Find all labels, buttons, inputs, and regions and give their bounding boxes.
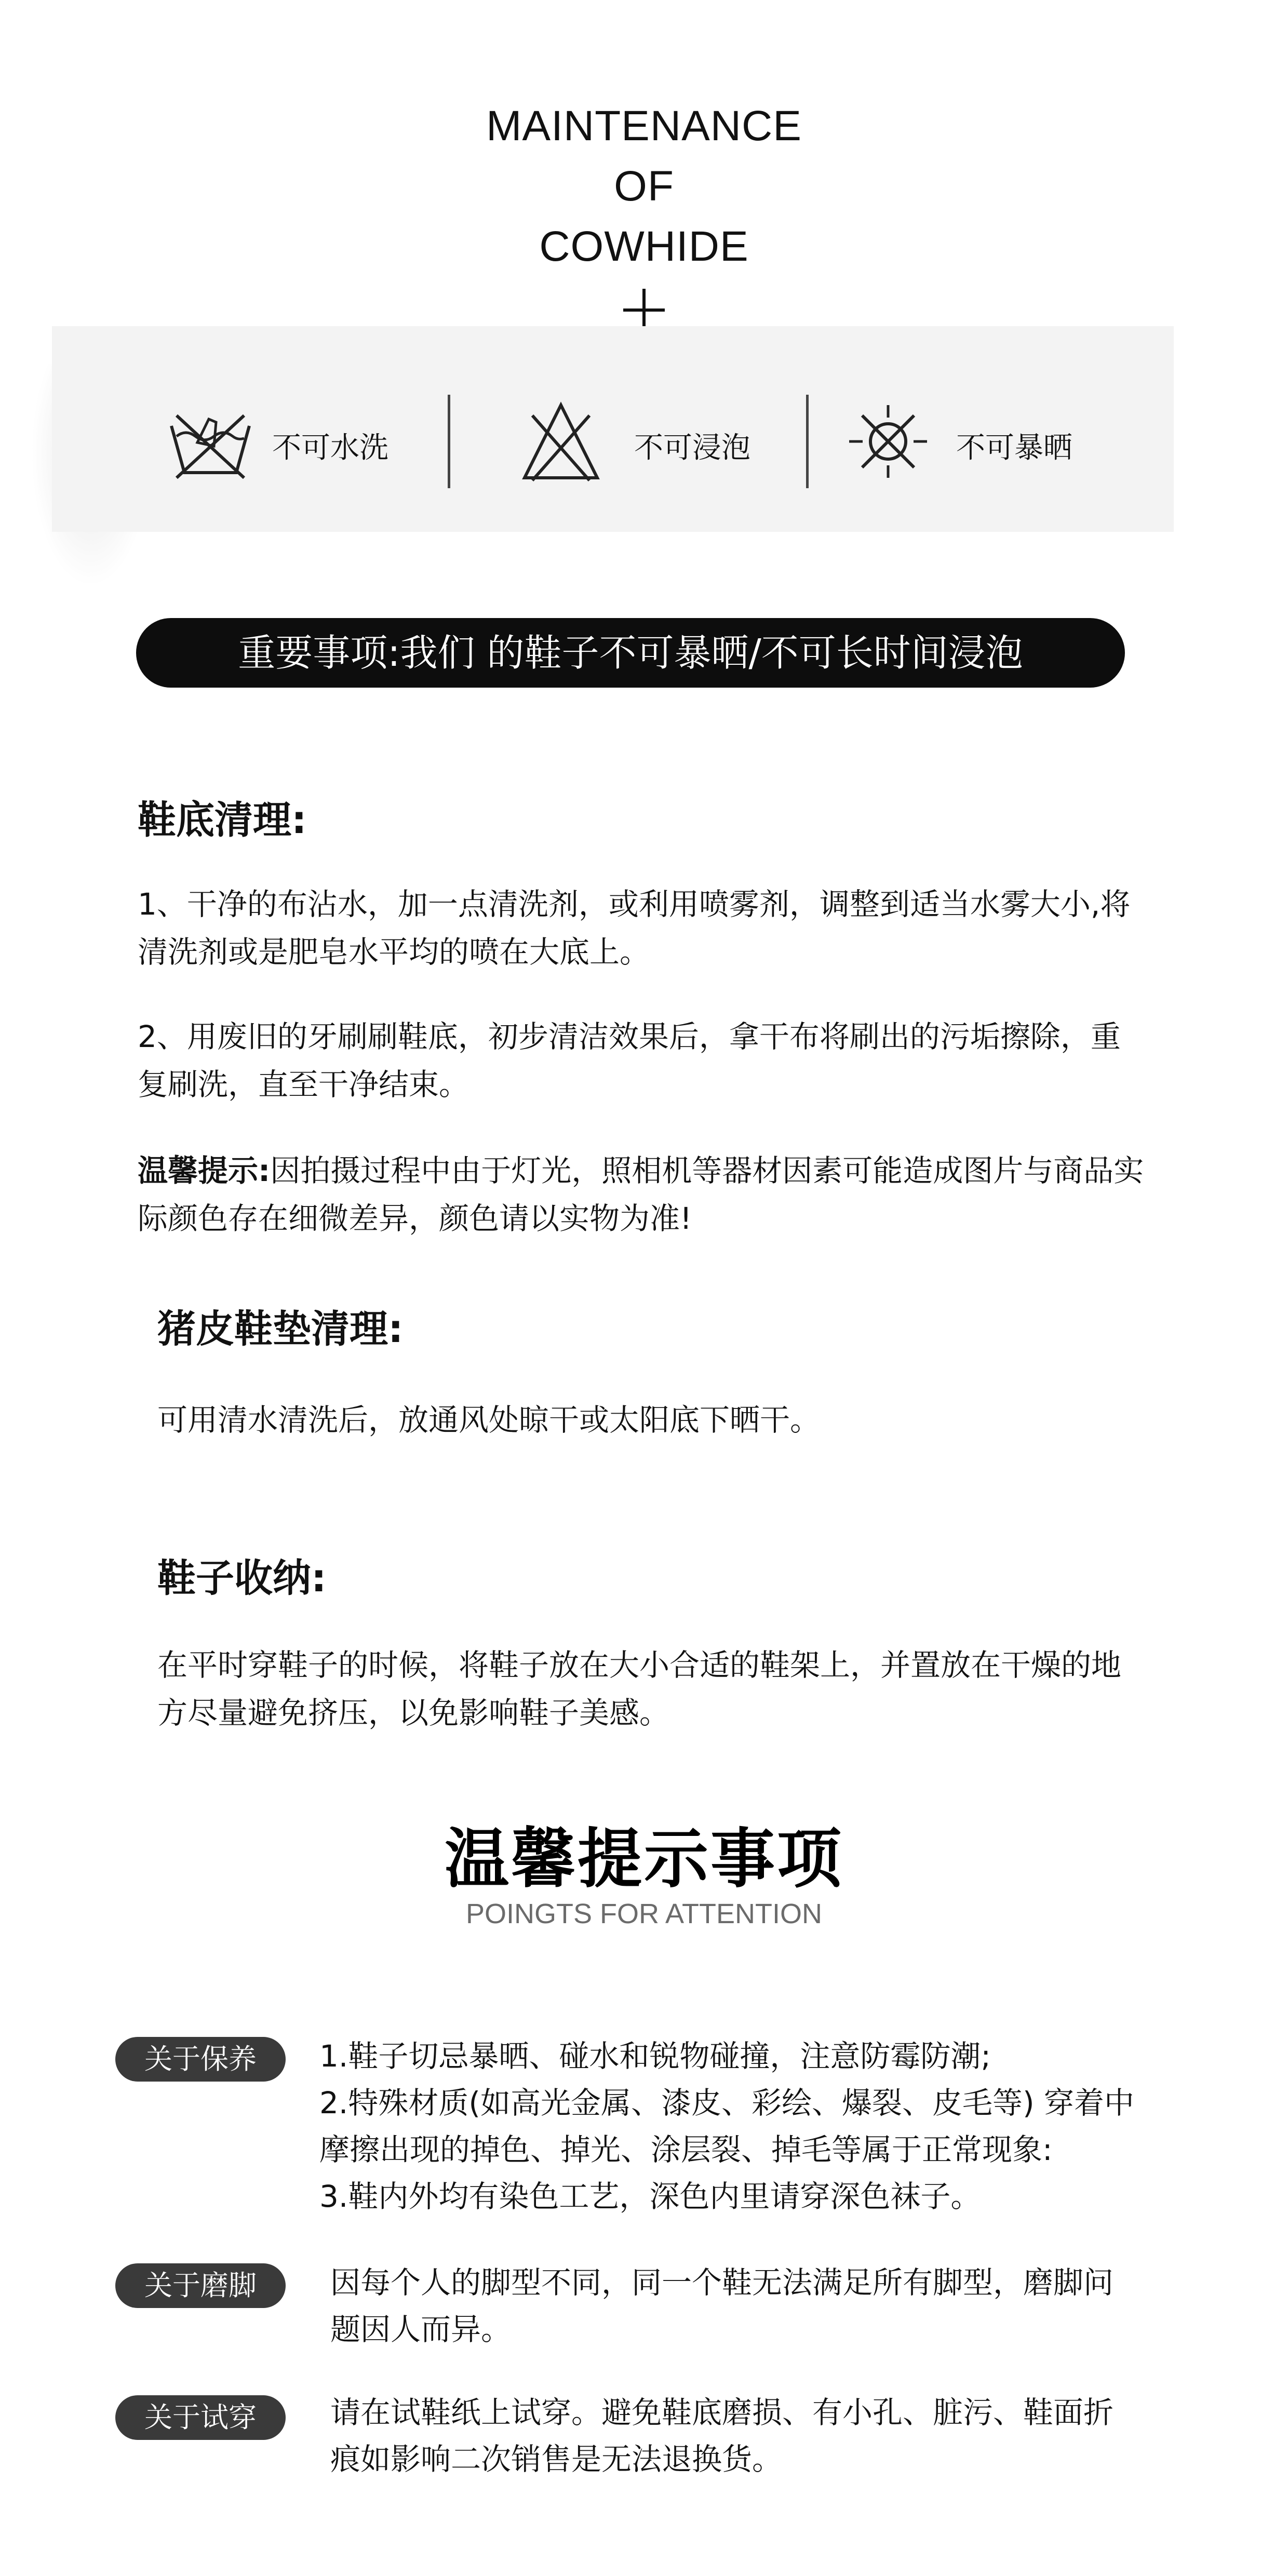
text-line: 方尽量避免挤压，以免影响鞋子美感。	[157, 1695, 670, 1730]
text-line: 因每个人的脚型不同，同一个鞋无法满足所有脚型，磨脚问	[330, 2265, 1114, 2300]
text-line: 题因人而异。	[330, 2312, 512, 2347]
notice-banner: 重要事项:我们 的鞋子不可暴晒/不可长时间浸泡	[136, 618, 1125, 688]
care-label-no-washing: 不可水洗	[272, 431, 388, 465]
title-line-3: COWHIDE	[539, 223, 749, 270]
text-line: 1.鞋子切忌暴晒、碰水和锐物碰撞，注意防霉防潮;	[319, 2038, 991, 2074]
text-line: 复刷洗，直至干净结束。	[138, 1067, 469, 1102]
text-line: 痕如影响二次销售是无法退换货。	[330, 2441, 783, 2477]
text-line: 1、干净的布沾水，加一点清洗剂，或利用喷雾剂，调整到适当水雾大小,将	[138, 887, 1131, 922]
storage-heading: 鞋子收纳:	[157, 1556, 327, 1601]
no-sun-exposure-icon	[839, 395, 937, 488]
sole-step-1	[138, 880, 1130, 976]
text-line: 摩擦出现的掉色、掉光、涂层裂、掉毛等属于正常现象:	[319, 2132, 1053, 2167]
tips-subtitle: POINGTS FOR ATTENTION	[465, 1898, 823, 1929]
divider	[806, 395, 809, 488]
text-line: 3.鞋内外均有染色工艺，深色内里请穿深色袜子。	[319, 2179, 981, 2214]
text-line: 因拍摄过程中由于灯光，照相机等器材因素可能造成图片与商品实	[270, 1153, 1144, 1188]
care-label-no-sun: 不可暴晒	[956, 431, 1072, 465]
tip-label: 温馨提示:	[138, 1153, 271, 1188]
text-line: 在平时穿鞋子的时候，将鞋子放在大小合适的鞋架上，并置放在干燥的地	[157, 1647, 1122, 1683]
badge-maintenance: 关于保养	[115, 2037, 286, 2082]
badge-friction: 关于磨脚	[115, 2263, 286, 2308]
no-soaking-icon	[512, 395, 610, 488]
insole-cleaning-text: 可用清水清洗后，放通风处晾干或太阳底下晒干。	[157, 1402, 821, 1438]
color-tip	[138, 1147, 1144, 1242]
tips-title: 温馨提示事项	[444, 1822, 843, 1897]
text-line: 清洗剂或是肥皂水平均的喷在大底上。	[138, 934, 650, 970]
tip-maintenance	[319, 2033, 1134, 2220]
title-line-1: MAINTENANCE	[486, 102, 802, 150]
divider	[448, 395, 450, 488]
no-washing-icon	[161, 395, 260, 488]
tip-friction	[330, 2259, 1113, 2353]
text-line: 际颜色存在细微差异，颜色请以实物为准!	[138, 1201, 692, 1236]
tip-try-on	[330, 2389, 1113, 2483]
sole-step-2	[138, 1013, 1121, 1108]
title-line-2: OF	[614, 163, 674, 210]
text-line: 请在试鞋纸上试穿。避免鞋底磨损、有小孔、脏污、鞋面折	[330, 2395, 1114, 2430]
sole-cleaning-heading: 鞋底清理:	[138, 798, 307, 842]
text-line: 2.特殊材质(如高光金属、漆皮、彩绘、爆裂、皮毛等) 穿着中	[319, 2085, 1135, 2121]
care-label-no-soaking: 不可浸泡	[634, 431, 750, 465]
badge-try-on: 关于试穿	[115, 2395, 286, 2440]
insole-cleaning-heading: 猪皮鞋垫清理:	[157, 1307, 404, 1351]
text-line: 2、用废旧的牙刷刷鞋底，初步清洁效果后，拿干布将刷出的污垢擦除，重	[138, 1019, 1121, 1054]
storage-text	[157, 1641, 1121, 1737]
